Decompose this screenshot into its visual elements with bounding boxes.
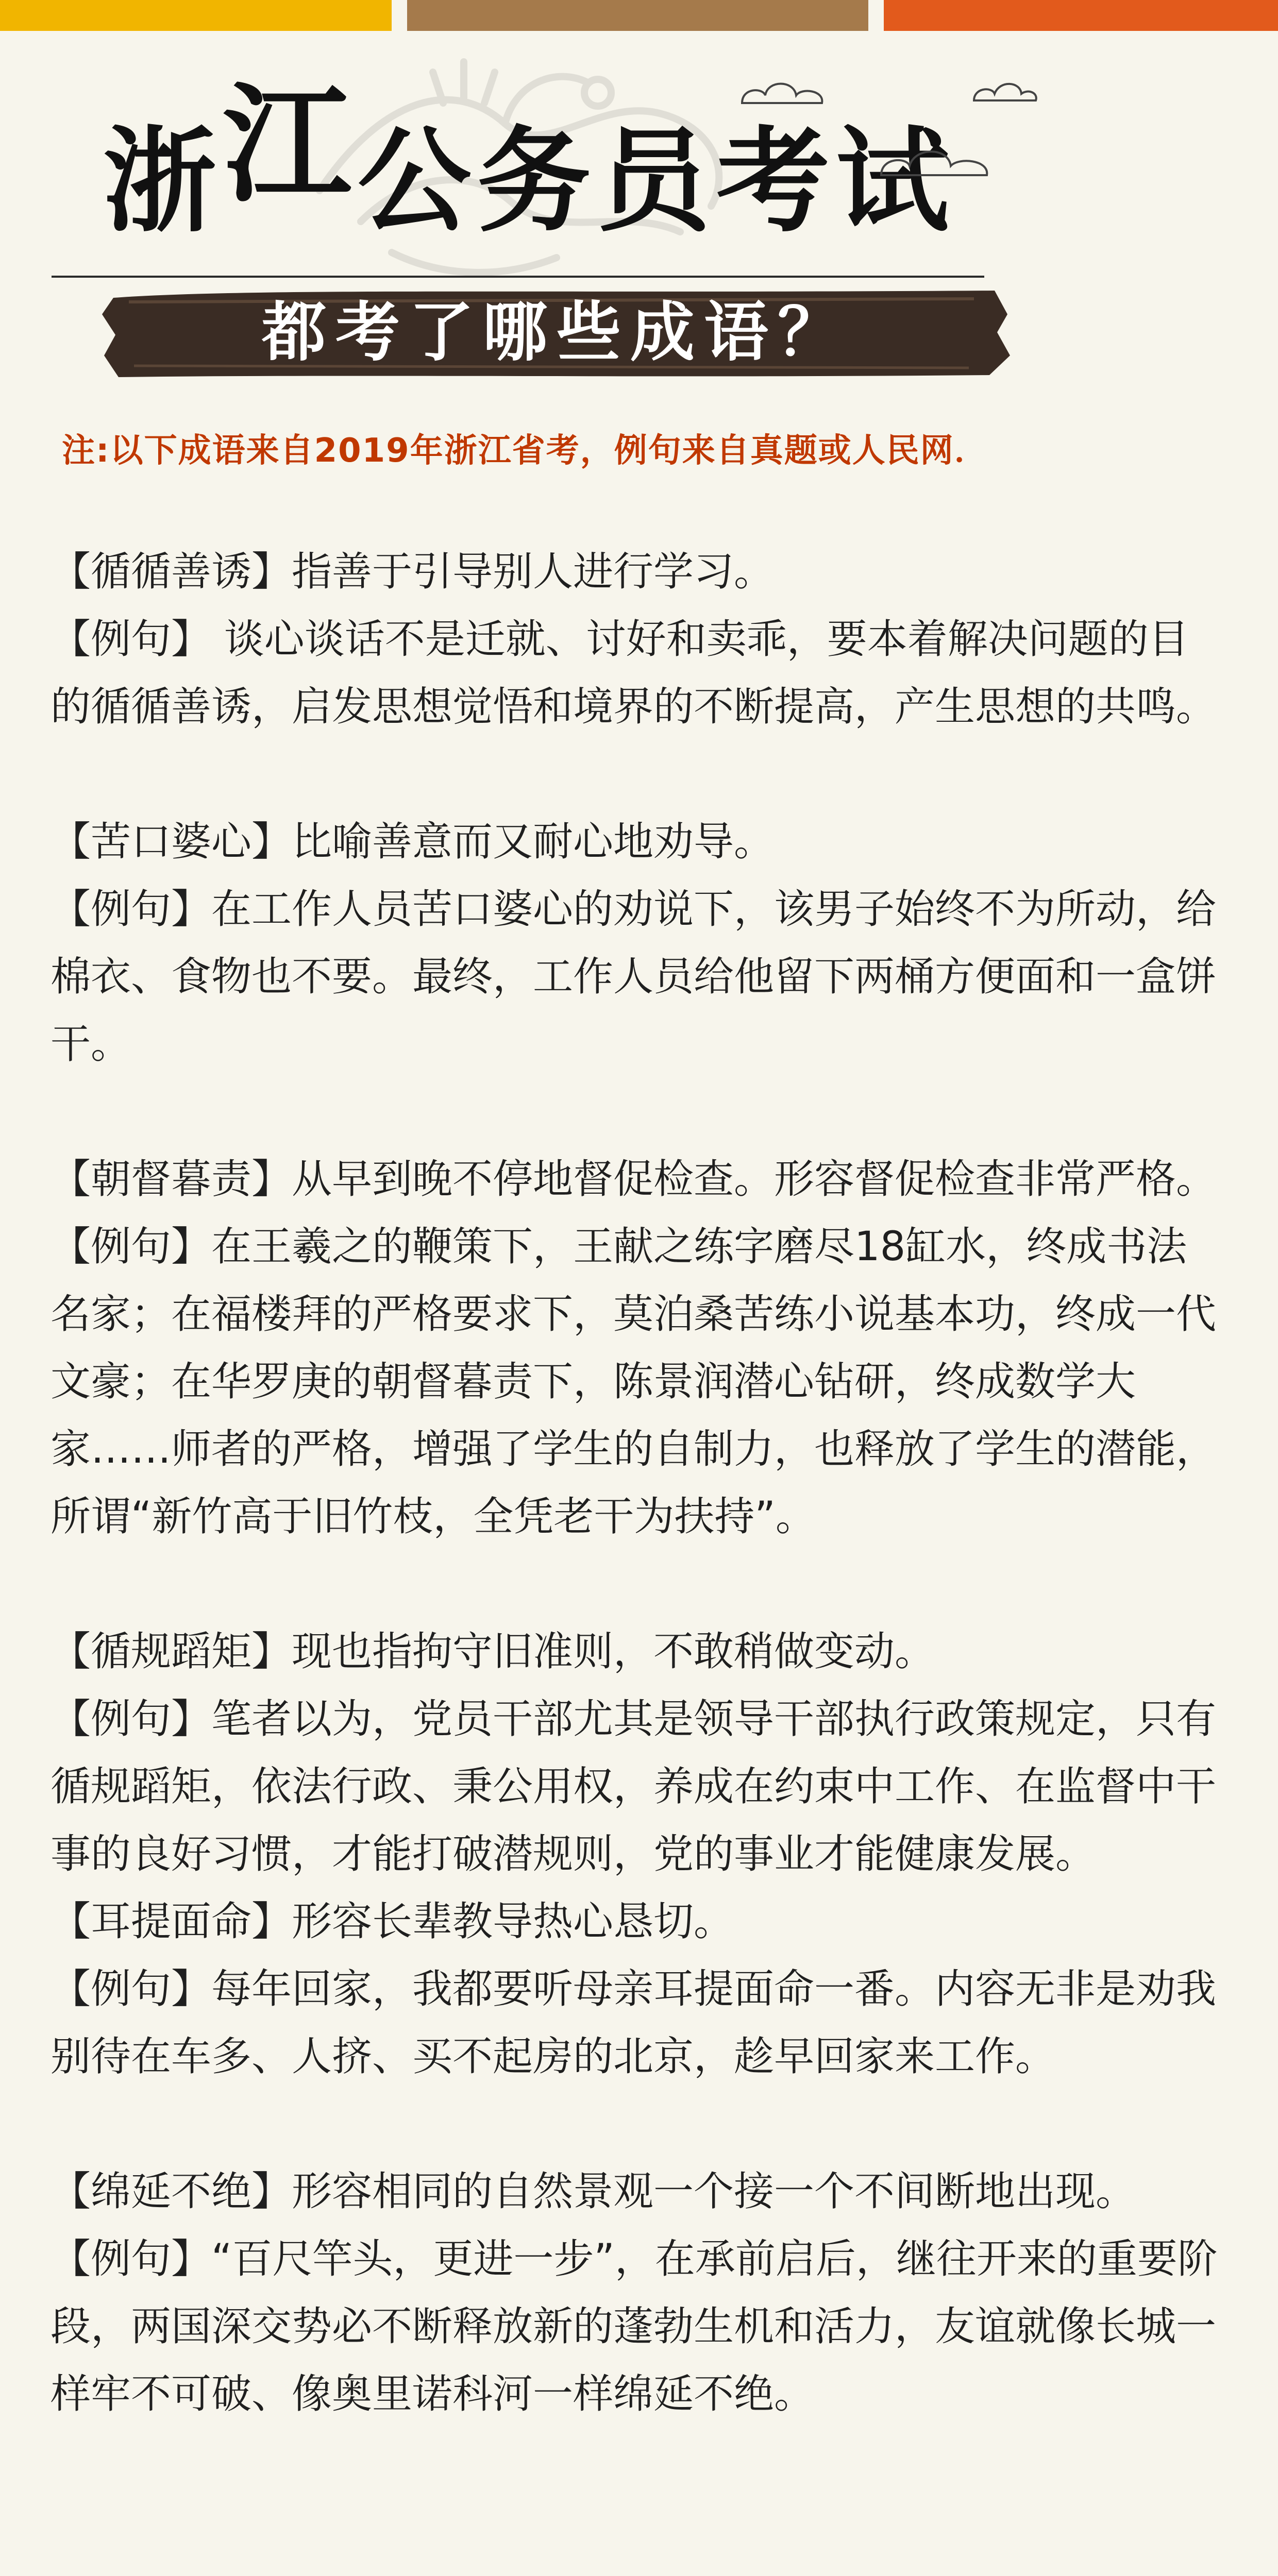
- strip-yellow: [0, 0, 392, 31]
- idiom-example: 【例句】笔者以为，党员干部尤其是领导干部执行政策规定，只有循规蹈矩，依法行政、秉公用权，养成在约束中工作、在监督中干事的良好习惯，才能打破潜规则，党的事业才能健康发展。: [51, 1696, 1217, 1877]
- list-item: [51, 1888, 1225, 2091]
- source-note: 注:以下成语来自2019年浙江省考，例句来自真题或人民网．: [62, 432, 988, 470]
- idiom-definition: 【循循善诱】指善于引导别人进行学习。: [51, 549, 775, 595]
- strip-brown: [407, 0, 868, 31]
- cloud-icon: [737, 72, 830, 113]
- idiom-definition: 【绵延不绝】形容相同的自然景观一个接一个不间断地出现。: [51, 2168, 1136, 2215]
- list-item: [51, 538, 1225, 741]
- list-item: [51, 1618, 1225, 1888]
- title-underline: [52, 276, 984, 278]
- idiom-example: 【例句】“百尺竿头，更进一步”，在承前启后，继往开来的重要阶段，两国深交势必不断释放新的蓬勃生机和活力，友谊就像长城一样牢不可破、像奥里诺科河一样绵延不绝。: [51, 2236, 1218, 2417]
- idiom-list: [51, 538, 1225, 2428]
- idiom-definition: 【循规蹈矩】现也指拘守旧准则，不敢稍做变动。: [51, 1629, 935, 1675]
- idiom-example: 【例句】 谈心谈话不是迁就、讨好和卖乖，要本着解决问题的目的循循善诱，启发思想觉悟和境界的不断提高，产生思想的共鸣。: [51, 616, 1217, 730]
- subtitle-banner: [98, 283, 1015, 381]
- idiom-example: 【例句】每年回家，我都要听母亲耳提面命一番。内容无非是劝我别待在车多、人挤、买不起房的北京，趁早回家来工作。: [51, 1966, 1217, 2080]
- title-part-3: 公务员考试: [358, 114, 956, 247]
- idiom-definition: 【朝督暮责】从早到晚不停地督促检查。形容督促检查非常严格。: [51, 1156, 1217, 1202]
- list-item: [51, 1146, 1225, 1551]
- idiom-example: 【例句】在工作人员苦口婆心的劝说下，该男子始终不为所动，给棉衣、食物也不要。最终，工作人员给他留下两桶方便面和一盒饼干。: [51, 886, 1217, 1067]
- top-color-strips: [0, 0, 1278, 31]
- list-item: [51, 808, 1225, 1078]
- page-title: [103, 69, 979, 263]
- cloud-icon: [876, 139, 995, 185]
- subtitle-text: 都考了哪些成语？: [262, 295, 851, 370]
- strip-orange: [884, 0, 1278, 31]
- idiom-definition: 【苦口婆心】比喻善意而又耐心地劝导。: [51, 819, 775, 865]
- idiom-example: 【例句】在王羲之的鞭策下，王献之练字磨尽18缸水，终成书法名家；在福楼拜的严格要求下，莫泊桑苦练小说基本功，终成一代文豪；在华罗庚的朝督暮责下，陈景润潜心钻研，终成数学大家……师者的严格，增强了学生的自制力，也释放了学生的潜能，所谓“新竹高于旧竹枝，全凭老干为扶持”。: [51, 1224, 1217, 1540]
- idiom-definition: 【耳提面命】形容长辈教导热心恳切。: [51, 1899, 734, 1945]
- title-part-2: 江: [223, 69, 358, 220]
- list-item: [51, 2158, 1225, 2428]
- title-part-1: 浙: [103, 114, 223, 247]
- cloud-icon: [969, 72, 1041, 108]
